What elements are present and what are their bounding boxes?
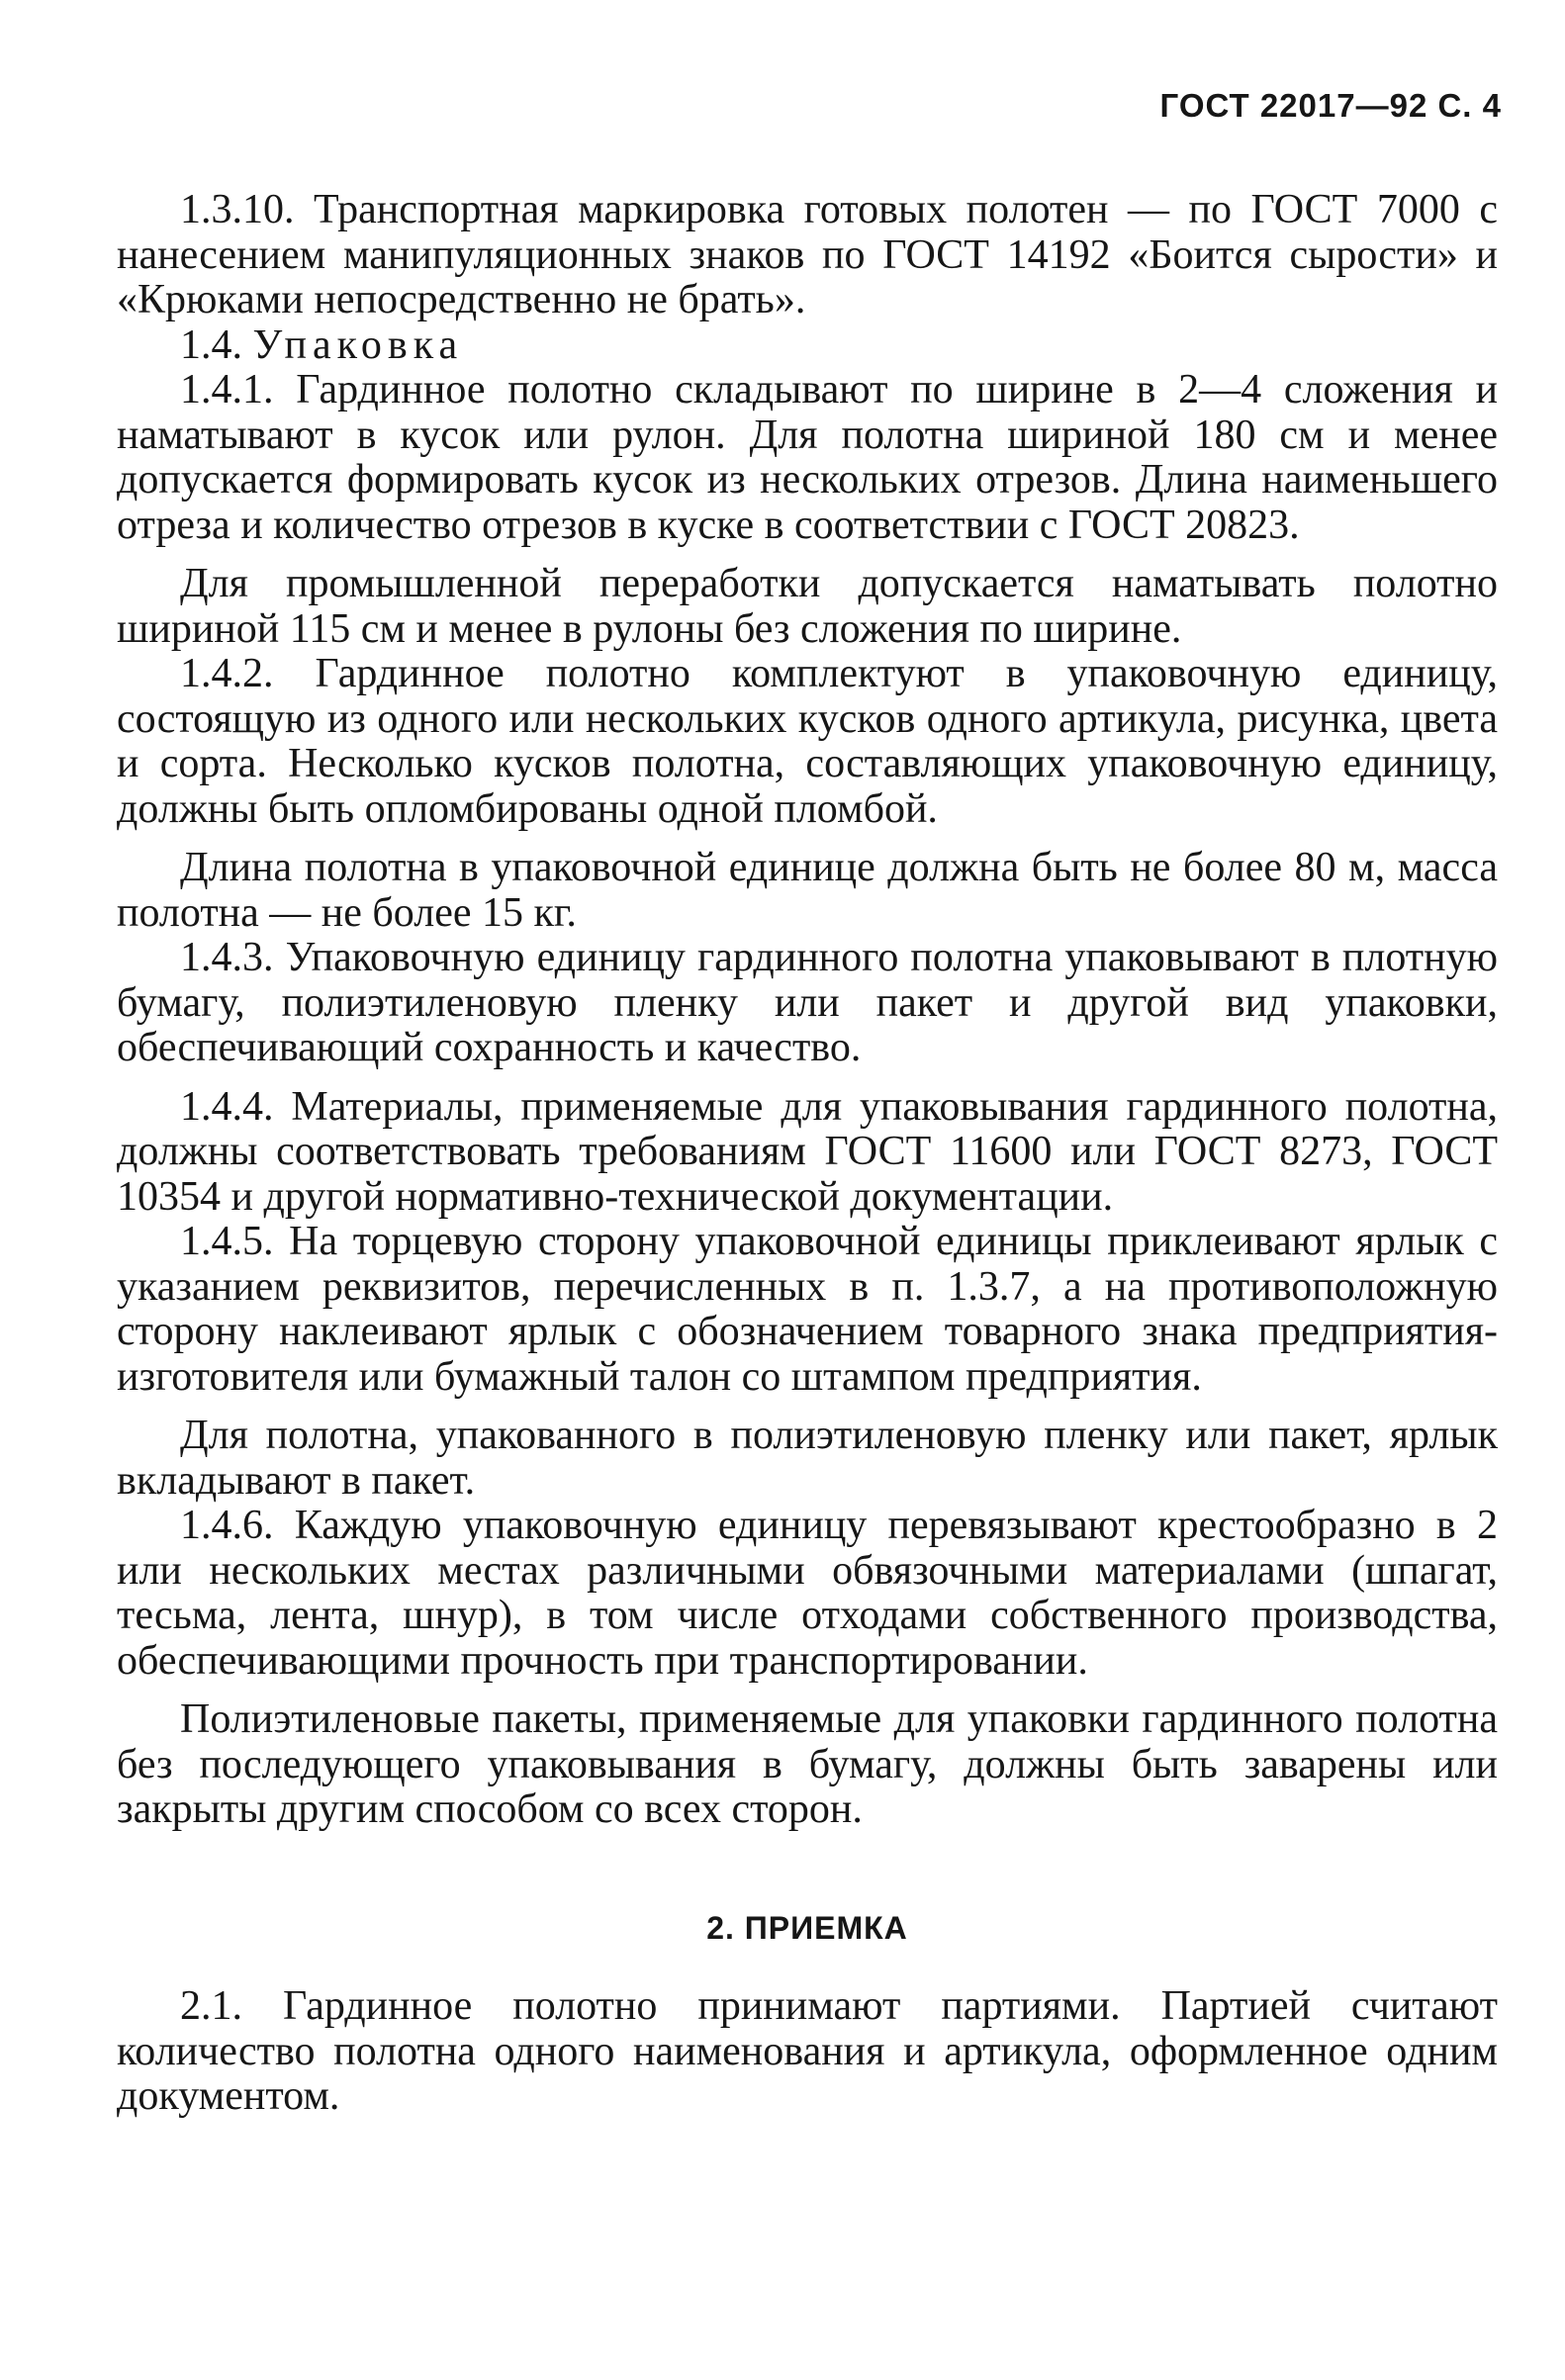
document-body <box>117 188 1498 2120</box>
paragraph-1-4-3: 1.4.3. Упаковочную единицу гардинного полотна упаковывают в плотную бумагу, полиэтиленовую пленку или пакет и другой вид упаковки, обеспечивающий сохранность и качество. <box>117 935 1498 1070</box>
paragraph-industrial-processing: Для промышленной переработки допускается наматывать полотно шириной 115 см и менее в рулоны без сложения по ширине. <box>117 561 1498 652</box>
page-header: ГОСТ 22017—92 С. 4 <box>1159 87 1502 124</box>
paragraph-1-4-2: 1.4.2. Гардинное полотно комплектуют в упаковочную единицу, состоящую из одного или нескольких кусков одного артикула, рисунка, цвета и сорта. Несколько кусков полотна, составляющих упаковочную единицу, должны быть опломбированы одной пломбой. <box>117 651 1498 832</box>
subsection-heading-packaging <box>117 323 1498 369</box>
section-title-acceptance: 2. ПРИЕМКА <box>706 1909 908 1946</box>
paragraph-1-3-10: 1.3.10. Транспортная маркировка готовых полотен — по ГОСТ 7000 с нанесением манипуляционных знаков по ГОСТ 14192 «Боится сырости» и «Крюками непосредственно не брать». <box>117 187 1498 322</box>
paragraph-1-4-1: 1.4.1. Гардинное полотно складывают по ширине в 2—4 сложения и наматывают в кусок или рулон. Для полотна шириной 180 см и менее допускается формировать кусок из нескольких отрезов. Длина наименьшего отреза и количество отрезов в куске в соответствии с ГОСТ 20823. <box>117 367 1498 548</box>
paragraph-label-in-bag: Для полотна, упакованного в полиэтиленовую пленку или пакет, ярлык вкладывают в пакет. <box>117 1413 1498 1504</box>
subsection-title: Упаковка <box>252 321 464 368</box>
paragraph-length-mass: Длина полотна в упаковочной единице должна быть не более 80 м, масса полотна — не более 15 кг. <box>117 845 1498 936</box>
paragraph-1-4-5: 1.4.5. На торцевую сторону упаковочной единицы приклеивают ярлык с указанием реквизитов, перечисленных в п. 1.3.7, а на противоположную сторону наклеивают ярлык с обозначением товарного знака предприятия-изготовителя или бумажный талон со штампом предприятия. <box>117 1219 1498 1400</box>
paragraph-1-4-4: 1.4.4. Материалы, применяемые для упаковывания гардинного полотна, должны соответствовать требованиям ГОСТ 11600 или ГОСТ 8273, ГОСТ 10354 и другой нормативно-технической документации. <box>117 1083 1498 1220</box>
paragraph-2-1: 2.1. Гардинное полотно принимают партиями. Партией считают количество полотна одного наименования и артикула, оформленное одним документом. <box>117 1983 1498 2119</box>
subsection-number: 1.4. <box>180 321 242 368</box>
paragraph-1-4-6: 1.4.6. Каждую упаковочную единицу перевязывают крестообразно в 2 или нескольких местах различными обвязочными материалами (шпагат, тесьма, лента, шнур), в том числе отходами собственного производства, обеспечивающими прочность при транспортировании. <box>117 1503 1498 1684</box>
paragraph-polyethylene-bags: Полиэтиленовые пакеты, применяемые для упаковки гардинного полотна без последующего упаковывания в бумагу, должны быть заварены или закрыты другим способом со всех сторон. <box>117 1696 1498 1832</box>
